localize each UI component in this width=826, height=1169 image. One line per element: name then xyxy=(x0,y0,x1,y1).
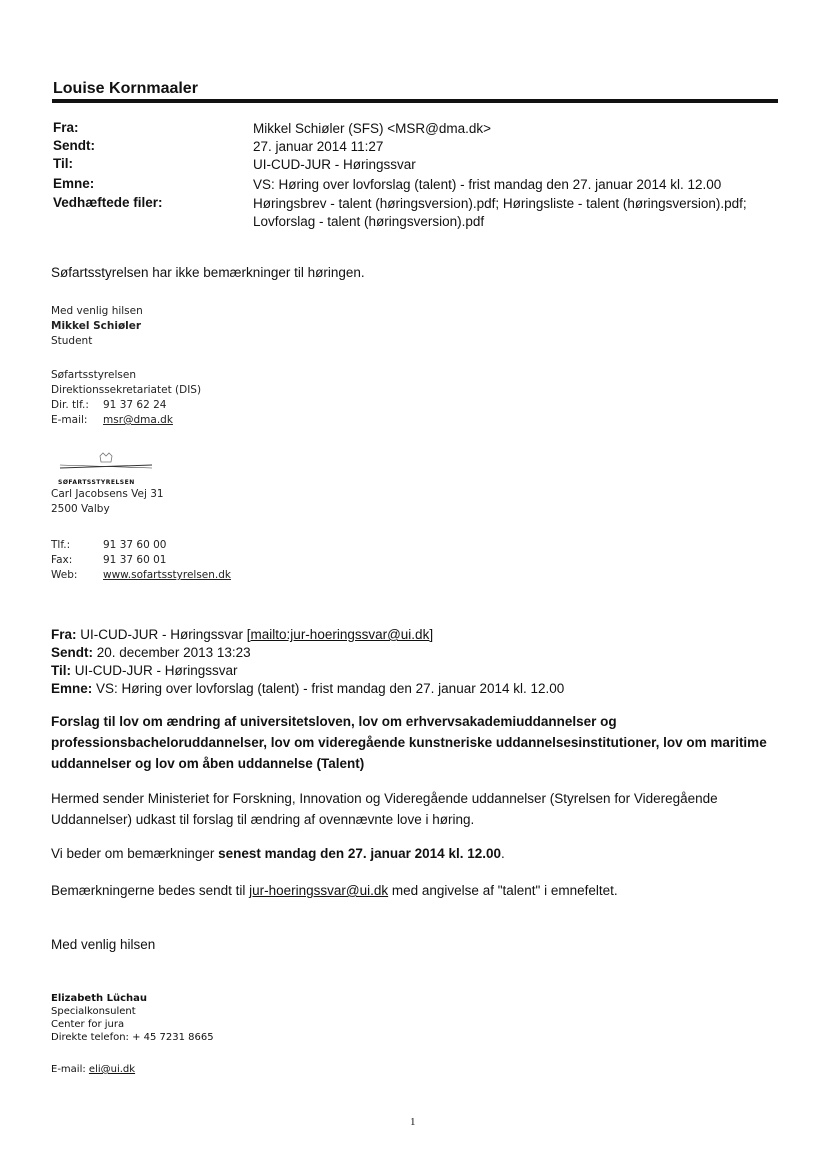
sig2-name: Elizabeth Lüchau xyxy=(51,993,147,1004)
body-closing: Med venlig hilsen xyxy=(51,937,156,952)
body-para1: Hermed sender Ministeriet for Forskning, Innovation og Videregående uddannelser (Styrelsen for Videregående Uddannelser) udkast til forslag til ændring af ovennævnte love i høring. xyxy=(51,791,718,827)
reply-text: Søfartsstyrelsen har ikke bemærkninger til høringen. xyxy=(51,265,365,280)
sig1-address1: Carl Jacobsens Vej 31 xyxy=(51,488,164,500)
fwd-to-label: Til: xyxy=(51,663,71,678)
signature2 xyxy=(51,992,214,1044)
to-value: UI-CUD-JUR - Høringssvar xyxy=(253,157,416,172)
attachment-line-1[interactable]: Høringsbrev - talent (høringsversion).pdf; Høringsliste - talent (høringsversion).pdf; xyxy=(253,196,747,211)
body-para2 xyxy=(51,843,791,864)
sig1-address xyxy=(51,487,164,517)
fwd-subject-value: VS: Høring over lovforslag (talent) - frist mandag den 27. januar 2014 kl. 12.00 xyxy=(96,681,565,696)
fwd-sent-label: Sendt: xyxy=(51,645,93,660)
sig1-tel: 91 37 60 00 xyxy=(103,539,167,551)
fwd-from-value: UI-CUD-JUR - Høringssvar xyxy=(80,627,244,642)
body-para3 xyxy=(51,880,791,901)
sig1-greeting: Med venlig hilsen xyxy=(51,305,143,317)
forwarded-header xyxy=(51,626,564,698)
sig2-email-line xyxy=(51,1063,135,1076)
attachment-line-2[interactable]: Lovforslag - talent (høringsversion).pdf xyxy=(253,214,485,229)
from-label: Fra: xyxy=(53,120,79,135)
sofartsstyrelsen-logo xyxy=(58,452,154,486)
sig1-title: Student xyxy=(51,335,93,347)
fwd-mailto-link[interactable]: [mailto:jur-hoeringssvar@ui.dk] xyxy=(246,627,434,642)
sig1-dept: Direktionssekretariatet (DIS) xyxy=(51,384,202,396)
para2-text-a: Vi beder om bemærkninger xyxy=(51,846,219,861)
para3-text-b: med angivelse af "talent" i emnefeltet. xyxy=(388,883,618,898)
document-owner: Louise Kornmaaler xyxy=(53,80,198,97)
body-heading: Forslag til lov om ændring af universitetsloven, lov om erhvervsakademiuddannelser og professionsbacheloruddannelser, lov om videregående kunstneriske uddannelsesinstitutioner, lov om maritime uddannelser og lov om åben uddannelse (Talent) xyxy=(51,714,767,771)
sig1-phone-label: Dir. tlf.: xyxy=(51,399,89,411)
sig1-phone: 91 37 62 24 xyxy=(103,399,167,411)
fwd-sent-value: 20. december 2013 13:23 xyxy=(96,645,251,660)
sig2-dept: Center for jura xyxy=(51,1019,125,1030)
subject-label: Emne: xyxy=(53,176,95,191)
sig1-email-label: E-mail: xyxy=(51,414,88,426)
sig1-fax: 91 37 60 01 xyxy=(103,554,167,566)
logo-text: SØFARTSSTYRELSEN xyxy=(58,479,135,486)
para3-email-link[interactable]: jur-hoeringssvar@ui.dk xyxy=(249,883,389,898)
attachments-label: Vedhæftede filer: xyxy=(53,195,163,210)
sig1-email-link[interactable]: msr@dma.dk xyxy=(103,414,173,426)
para3-text-a: Bemærkningerne bedes sendt til xyxy=(51,883,250,898)
signature1 xyxy=(51,304,143,349)
sig1-name: Mikkel Schiøler xyxy=(51,320,142,332)
to-label: Til: xyxy=(53,156,73,171)
sig1-contact xyxy=(51,538,231,583)
sig1-tel-label: Tlf.: xyxy=(51,539,71,551)
sent-label: Sendt: xyxy=(53,138,95,153)
sig1-web-link[interactable]: www.sofartsstyrelsen.dk xyxy=(103,569,231,581)
fwd-to-value: UI-CUD-JUR - Høringssvar xyxy=(74,663,238,678)
from-value: Mikkel Schiøler (SFS) <MSR@dma.dk> xyxy=(253,121,492,136)
sig2-email-link[interactable]: eli@ui.dk xyxy=(88,1064,136,1075)
sig1-org-block xyxy=(51,368,201,428)
fwd-subject-label: Emne: xyxy=(51,681,93,696)
sent-value: 27. januar 2014 11:27 xyxy=(253,139,384,154)
sig1-web-label: Web: xyxy=(51,569,78,581)
page-number: 1 xyxy=(410,1116,416,1128)
sig1-address2: 2500 Valby xyxy=(51,503,110,515)
sig1-org: Søfartsstyrelsen xyxy=(51,369,136,381)
crown-icon xyxy=(58,452,154,474)
subject-value: VS: Høring over lovforslag (talent) - frist mandag den 27. januar 2014 kl. 12.00 xyxy=(253,177,722,192)
para2-deadline: senest mandag den 27. januar 2014 kl. 12.00 xyxy=(218,846,501,861)
header-rule xyxy=(52,99,778,103)
fwd-from-label: Fra: xyxy=(51,627,77,642)
sig2-email-label: E-mail: xyxy=(51,1064,86,1075)
sig2-phone: Direkte telefon: + 45 7231 8665 xyxy=(51,1032,214,1043)
sig1-fax-label: Fax: xyxy=(51,554,73,566)
para2-text-c: . xyxy=(501,846,505,861)
sig2-title: Specialkonsulent xyxy=(51,1006,136,1017)
